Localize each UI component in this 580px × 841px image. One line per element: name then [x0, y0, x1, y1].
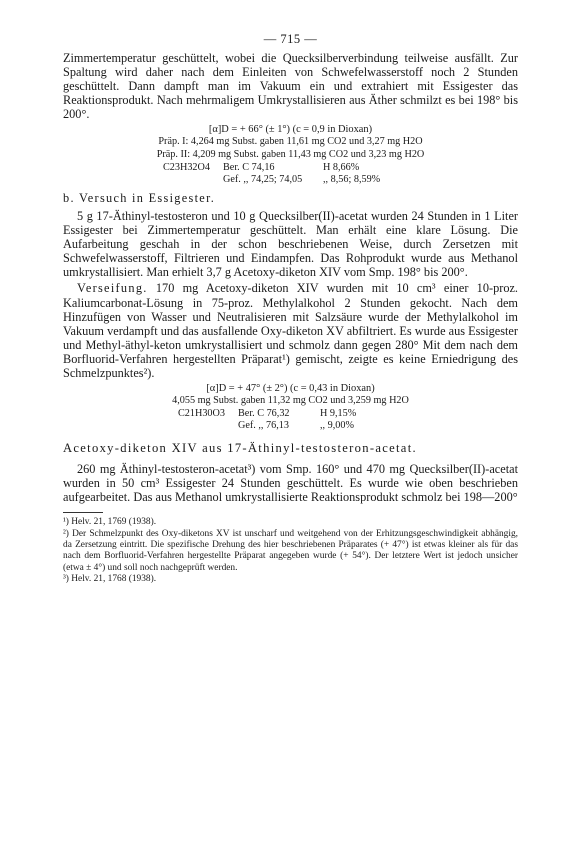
prep-1-line: Präp. I: 4,264 mg Subst. gaben 11,61 mg CO2 und 3,27 mg H2O — [158, 136, 423, 148]
ber-row-2 — [63, 408, 518, 421]
paragraph-2: 5 g 17-Äthinyl-testosteron und 10 g Quecksilber(II)-acetat wurden 24 Stunden in 1 Liter Essigester bei Zimmertemperatur geschüttelt. Man erhält eine klare Lösung. Die Aufarbeitung geschah in der schon beschriebenen Weise, durch Zersetzen mit Schwefelwasserstoff, Filtrieren und Eindampfen. Das Rohprodukt wurde aus Methanol umkrystallisiert. Man erhielt 3,7 g Acetoxy-diketon XIV vom Smp. 198° bis 200°. — [63, 208, 518, 280]
footnote-rule — [63, 512, 103, 513]
ber-row-1 — [63, 162, 518, 175]
page — [63, 32, 518, 586]
gef-c-1: Gef. ,, 74,25; 74,05 — [223, 174, 303, 186]
optical-rotation-2: [α]D = + 47° (± 2°) (c = 0,43 in Dioxan) — [206, 383, 375, 395]
paragraph-3 — [63, 281, 518, 380]
ber-h-1: H 8,66% — [323, 161, 360, 173]
subsection-b: b. Versuch in Essigester. — [63, 190, 216, 205]
gef-row-1 — [63, 174, 518, 187]
analysis-block-1 — [63, 123, 518, 186]
footnote-3: ³) Helv. 21, 1768 (1938). — [63, 574, 157, 585]
ber-c-1: Ber. C 74,16 — [223, 161, 275, 173]
ber-h-2: H 9,15% — [320, 407, 357, 419]
formula-2: C21H30O3 — [178, 407, 225, 419]
page-number: — 715 — — [263, 32, 318, 46]
paragraph-4: 260 mg Äthinyl-testosteron-acetat³) vom Smp. 160° und 470 mg Quecksilber(II)-acetat wurden in 50 cm³ Essigester 24 Stunden geschüttelt. Es wurde wie oben beschrieben aufgearbeitet. Das aus Methanol umkrystallisierte Reaktionsprodukt schmolz bei 198—200° — [63, 461, 518, 505]
gef-c-2: Gef. ,, 76,13 — [238, 420, 289, 432]
analysis-block-2 — [63, 382, 518, 433]
gef-row-2 — [63, 420, 518, 433]
gef-h-1: ,, 8,56; 8,59% — [323, 174, 381, 186]
verseifung-lead: Verseifung. — [77, 281, 148, 296]
paragraph-3-text: 170 mg Acetoxy-diketon XIV wurden mit 10 cm³ einer 10-proz. Kaliumcarbonat-Lösung in 75-proz. Methylalkohol 2 Stunden gekocht. Nach dem Hinzufügen von Wasser und Neutralisieren mit Salzsäure wurde der Methylalkohol im Vakuum verdampft und das ausfallende Oxy-diketon XV abfiltriert. Es wurde aus Essigester und Methyl-äthyl-keton umkrystallisiert und schmolz dann gegen 280° Mit dem nach dem Borfluorid-Verfahren hergestellten Präparat¹) gemischt, zeigte es keine Erniedrigung des Schmelzpunktes²). — [63, 281, 518, 380]
formula-1: C23H32O4 — [163, 161, 210, 173]
footnote-2: ²) Der Schmelzpunkt des Oxy-diketons XV ist unscharf und weitgehend von der Erhitzungsgeschwindigkeit abhängig, da Zersetzung eintritt. Die spezifische Drehung des hier beschriebenen Präparates (+ 47°) ist etwas kleiner als für das nach dem Borfluorid-Verfahren hergestellte Präparat angegeben wurde (+ 54°). Der letztere Wert ist jedoch unsicher (etwa ± 4°) und soll noch nachgeprüft werden. — [63, 528, 518, 573]
gef-h-2: ,, 9,00% — [320, 420, 354, 432]
prep-3-line: 4,055 mg Subst. gaben 11,32 mg CO2 und 3,259 mg H2O — [172, 395, 409, 407]
paragraph-1: Zimmertemperatur geschüttelt, wobei die Quecksilberverbindung teilweise ausfällt. Zur Spaltung wird daher nach dem Einleiten von Schwefelwasserstoff noch 2 Stunden geschüttelt. Dann dampft man im Vakuum ein und extrahiert mit Essigester das Reaktionsprodukt. Nach mehrmaligem Umkrystallisieren aus Äther schmilzt es bei 198° bis 200°. — [63, 51, 518, 122]
footnote-1: ¹) Helv. 21, 1769 (1938). — [63, 517, 157, 528]
prep-2-line: Präp. II: 4,209 mg Subst. gaben 11,43 mg CO2 und 3,23 mg H2O — [156, 149, 425, 161]
optical-rotation-1: [α]D = + 66° (± 1°) (c = 0,9 in Dioxan) — [208, 124, 373, 136]
ber-c-2: Ber. C 76,32 — [238, 407, 290, 419]
section-heading: Acetoxy-diketon XIV aus 17-Äthinyl-testosteron-acetat. — [63, 440, 417, 455]
